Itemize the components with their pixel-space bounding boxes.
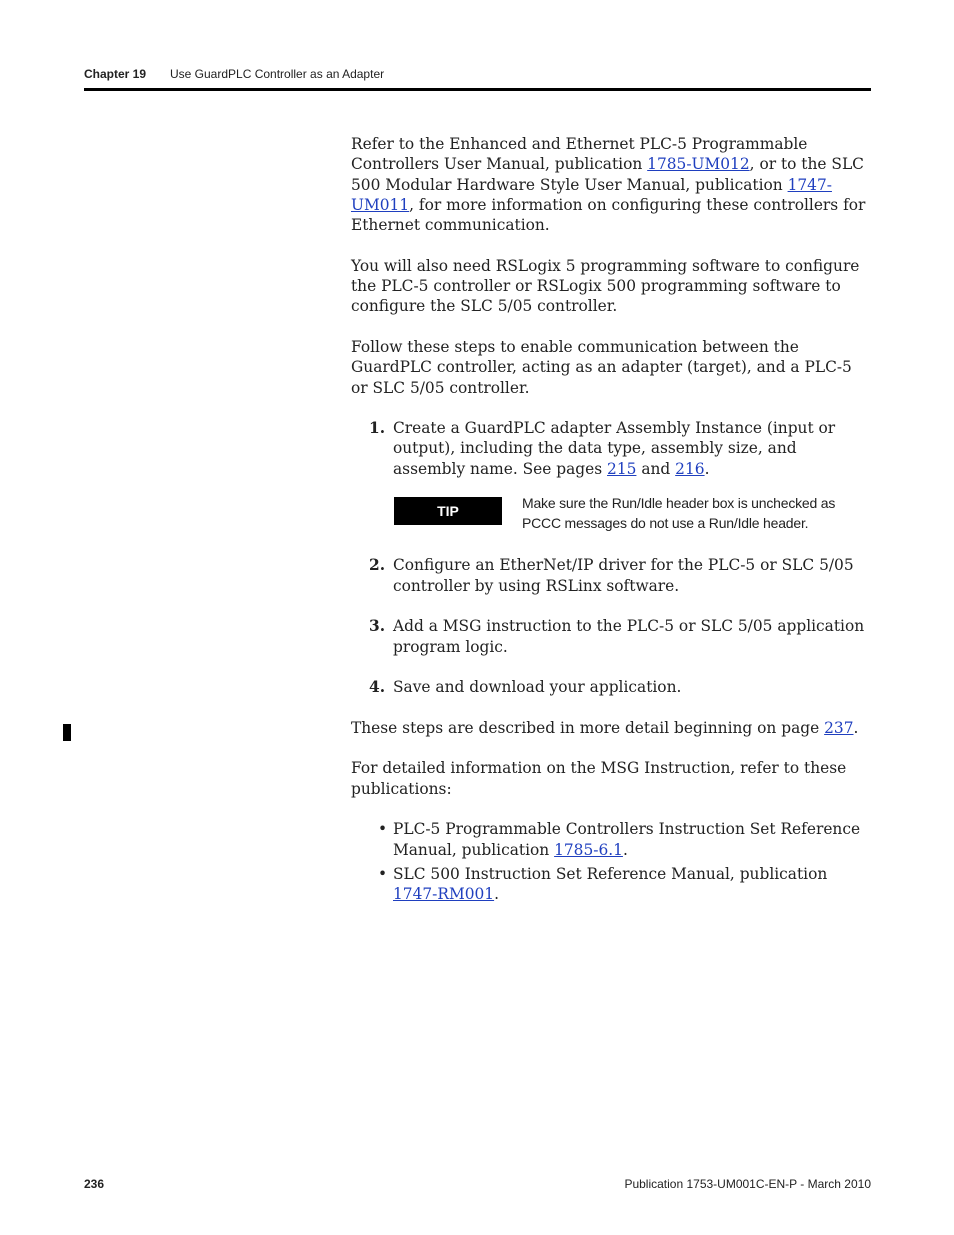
link-1747-um011[interactable]: 1747-UM011	[351, 175, 832, 214]
link-1785-6-1[interactable]: 1785-6.1	[554, 840, 623, 859]
paragraph-msg-info: For detailed information on the MSG Instruction, refer to these publications:	[351, 759, 847, 798]
link-page-237[interactable]: 237	[824, 718, 854, 737]
tip-text: Make sure the Run/Idle header box is unchecked as PCCC messages do not use a Run/Idle header.	[522, 495, 836, 532]
chapter-title: Use GuardPLC Controller as an Adapter	[170, 67, 385, 81]
page-number: 236	[84, 1177, 105, 1191]
tip-box	[351, 493, 871, 535]
link-1785-um012[interactable]: 1785-UM012	[647, 155, 750, 174]
list-item-step-3: 3. Add a MSG instruction to the PLC-5 or SLC 5/05 application program logic.	[369, 617, 865, 656]
step-number: 4.	[369, 678, 386, 697]
list-item-step-4: 4. Save and download your application.	[369, 678, 682, 697]
step-number: 2.	[369, 556, 386, 575]
page-footer	[84, 1177, 871, 1195]
link-page-215[interactable]: 215	[607, 459, 637, 478]
step-number: 1.	[369, 419, 386, 438]
page-header	[84, 66, 870, 88]
steps-list	[351, 418, 871, 697]
header-rule	[84, 88, 871, 91]
paragraph-described: These steps are described in more detail beginning on page 237.	[351, 718, 859, 737]
list-item-step-2: 2. Configure an EtherNet/IP driver for the PLC-5 or SLC 5/05 controller by using RSLinx software.	[369, 556, 854, 595]
list-item-step-1: 1. Create a GuardPLC adapter Assembly Instance (input or output), including the data type, assembly size, and assembly name. See pages 215 and 216.	[369, 419, 836, 478]
paragraph-follow-steps: Follow these steps to enable communication between the GuardPLC controller, acting as an adapter (target), and a PLC-5 or SLC 5/05 controller.	[351, 337, 852, 397]
main-content	[351, 134, 871, 908]
publication-label: Publication 1753-UM001C-EN-P - March 2010	[624, 1177, 871, 1191]
list-item-publication-2: • SLC 500 Instruction Set Reference Manual, publication 1747-RM001.	[378, 864, 828, 904]
step-number: 3.	[369, 617, 386, 636]
publications-list	[351, 819, 871, 904]
bullet-marker: •	[378, 864, 388, 883]
list-item-publication-1: • PLC-5 Programmable Controllers Instruction Set Reference Manual, publication 1785-6.1.	[378, 820, 861, 859]
link-page-216[interactable]: 216	[675, 459, 705, 478]
paragraph-refer: Refer to the Enhanced and Ethernet PLC-5 Programmable Controllers User Manual, publication 1785-UM012, or to the SLC 500 Modular Hardware Style User Manual, publication 1747-UM011, for more information on configuring these controllers for Ethernet communication.	[351, 135, 866, 235]
paragraph-rslogix: You will also need RSLogix 5 programming software to configure the PLC-5 controller or RSLogix 500 programming software to configure the SLC 5/05 controller.	[351, 256, 860, 316]
bullet-marker: •	[378, 820, 388, 839]
tip-badge: TIP	[394, 497, 502, 525]
change-bar-marker	[63, 724, 71, 741]
link-1747-rm001[interactable]: 1747-RM001	[393, 885, 495, 904]
chapter-label: Chapter 19	[84, 67, 147, 81]
